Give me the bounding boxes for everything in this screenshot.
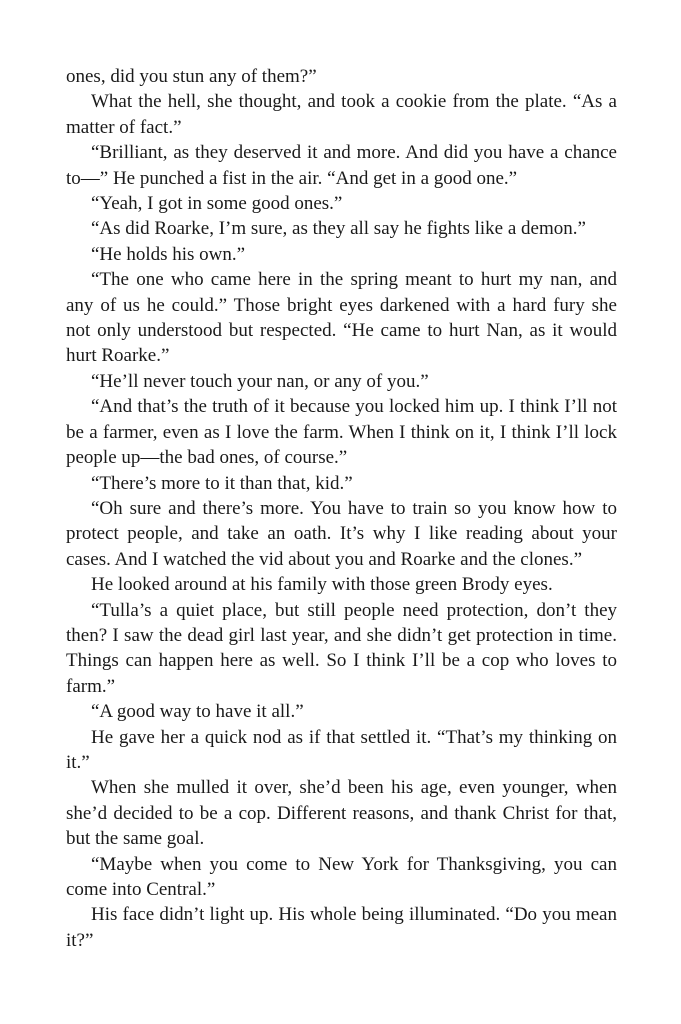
paragraph-2: “Brilliant, as they deserved it and more. And did you have a chance to—” He punched a fist in the air. “And get in a good one.”: [66, 142, 617, 189]
paragraph-17: His face didn’t light up. His whole being illuminated. “Do you mean it?”: [66, 904, 617, 951]
paragraph-8: “And that’s the truth of it because you locked him up. I think I’ll not be a farmer, even as I love the farm. When I think on it, I think I’ll lock people up—the bad ones, of course.”: [66, 396, 617, 469]
paragraph-9: “There’s more to it than that, kid.”: [91, 472, 353, 494]
paragraph-14: He gave her a quick nod as if that settled it. “That’s my thinking on it.”: [66, 726, 617, 773]
paragraph-5: “He holds his own.”: [91, 243, 246, 265]
paragraph-0: ones, did you stun any of them?”: [66, 66, 317, 87]
paragraph-1: What the hell, she thought, and took a cookie from the plate. “As a matter of fact.”: [66, 91, 617, 138]
paragraph-13: “A good way to have it all.”: [91, 701, 304, 723]
book-page: [66, 64, 617, 953]
paragraph-3: “Yeah, I got in some good ones.”: [91, 193, 343, 215]
paragraph-16: “Maybe when you come to New York for Thanksgiving, you can come into Central.”: [66, 853, 617, 900]
paragraph-7: “He’ll never touch your nan, or any of you.”: [91, 370, 429, 392]
paragraph-6: “The one who came here in the spring meant to hurt my nan, and any of us he could.” Those bright eyes darkened with a hard fury she not only understood but respected. “He came to hurt Nan, as it would hurt Roarke.”: [66, 269, 617, 367]
paragraph-10: “Oh sure and there’s more. You have to train so you know how to protect people, and take an oath. It’s why I like reading about your cases. And I watched the vid about you and Roarke and the clones.”: [66, 497, 617, 570]
paragraph-4: “As did Roarke, I’m sure, as they all say he fights like a demon.”: [91, 218, 586, 240]
paragraph-15: When she mulled it over, she’d been his age, even younger, when she’d decided to be a cop. Different reasons, and thank Christ for that, but the same goal.: [66, 777, 617, 850]
paragraph-12: “Tulla’s a quiet place, but still people need protection, don’t they then? I saw the dead girl last year, and she didn’t get protection in time. Things can happen here as well. So I think I’ll be a cop who loves to farm.”: [66, 599, 617, 697]
paragraph-11: He looked around at his family with those green Brody eyes.: [91, 574, 553, 596]
